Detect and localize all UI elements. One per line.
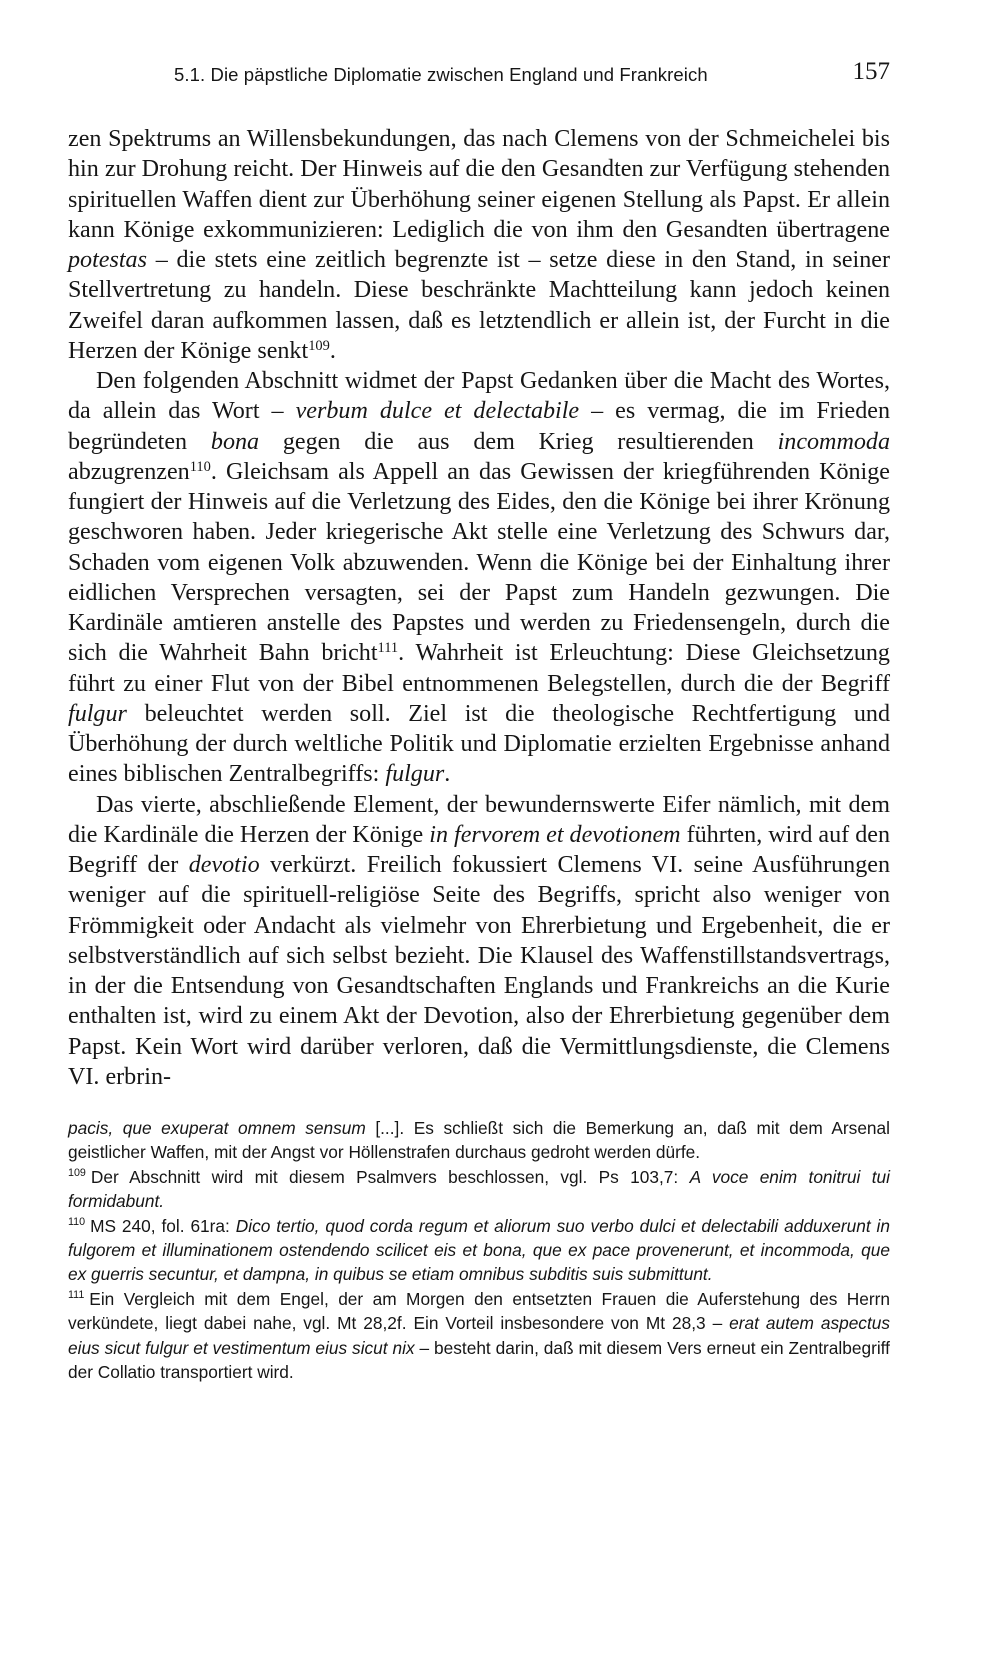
page-header <box>68 58 890 102</box>
footnote-number: 109 <box>68 1167 86 1180</box>
text-run: [...]. Es schließt sich die Bemerkung an, daß mit dem Arsenal geistlicher Waffen, mit der Angst vor Höllenstrafen durchaus gedroht werden dürfe. <box>68 1118 890 1163</box>
text-run: – besteht darin, daß mit diesem Vers erneut ein Zentralbegriff der Collatio transportiert wird. <box>68 1337 890 1383</box>
text-run: verkürzt. Freilich fokussiert Clemens VI. seine Ausführungen weniger auf die spirituell-religiöse Seite des Begriffs, spricht also weniger von Frömmigkeit oder Andacht als vielmehr von Ehrerbietung und Ergebenheit, die er selbstverständlich auf sich selbst bezieht. Die Klausel des Waffenstillstandsvertrags, in der die Entsendung von Gesandtschaften Englands und Frankreichs an die Kurie enthalten ist, wird zu einem Akt der Devotion, also der Ehrerbietung gegenüber dem Papst. Kein Wort wird darüber verloren, daß die Vermittlungsdienste, die Clemens VI. erbrin- <box>68 852 890 1090</box>
text-run: . Gleichsam als Appell an das Gewissen der kriegführenden Könige fungiert der Hinweis auf die Verletzung des Eides, den die Könige bei ihrer Krönung geschworen haben. Jeder kriegerische Akt stelle eine Verletzung des Schwurs dar, Schaden vom eigenen Volk abzuwenden. Wenn die Könige bei der Einhaltung ihrer eidlichen Versprechen versagten, sei der Papst zum Handeln gezwungen. Die Kardinäle amtieren anstelle des Papstes und werden zu Friedensengeln, durch die sich die Wahrheit Bahn bricht <box>68 458 890 667</box>
latin-term: devotio <box>188 852 260 878</box>
page-number: 157 <box>852 58 890 85</box>
footnote-110 <box>68 1214 890 1287</box>
text-run: Der Abschnitt wird mit diesem Psalmvers beschlossen, vgl. Ps 103,7: <box>90 1166 690 1187</box>
running-head: 5.1. Die päpstliche Diplomatie zwischen England und Frankreich <box>174 64 708 85</box>
body-text <box>68 124 890 1092</box>
text-run: beleuchtet werden soll. Ziel ist die theologische Rechtfertigung und Überhöhung der durch weltliche Politik und Diplomatie erzielten Ergebnisse anhand eines biblischen Zentralbegriffs: <box>68 700 890 788</box>
latin-term: fulgur <box>385 761 445 788</box>
latin-quote: A voce enim tonitrui tui formidabunt. <box>68 1166 890 1212</box>
footnote-number: 111 <box>68 1289 85 1302</box>
text-run: Ein Vergleich mit dem Engel, der am Morgen den entsetzten Frauen die Auferstehung des Herrn verkündete, liegt dabei nahe, vgl. Mt 28,2f. Ein Vorteil insbesondere von Mt 28,3 – <box>68 1288 890 1334</box>
footnote-109 <box>68 1165 890 1214</box>
text-run: abzugrenzen <box>68 458 190 485</box>
text-run: . Wahrheit ist Erleuchtung: Diese Gleichsetzung führt zu einer Flut von der Bibel entnommenen Belegstellen, durch die der Begriff <box>68 640 890 697</box>
footnote-continued <box>68 1116 890 1165</box>
latin-quote: pacis, que exuperat omnem sensum <box>68 1118 366 1138</box>
book-page <box>68 58 890 1384</box>
latin-term: potestas <box>68 247 147 273</box>
latin-term: bona <box>210 428 260 455</box>
text-run: Den folgenden Abschnitt widmet der Papst Gedanken über die Macht des Wortes, da allein das Wort – <box>68 368 890 425</box>
footnote-number: 110 <box>68 1216 86 1229</box>
text-run: – die stets eine zeitlich begrenzte ist – setze diese in den Stand, in seiner Stellvertretung zu handeln. Diese beschränkte Machtteilung kann jedoch keinen Zweifel daran aufkommen lassen, daß es letztendlich er allein ist, der Furcht in die Herzen der Könige senkt <box>68 247 890 364</box>
text-run: . <box>444 761 451 788</box>
latin-quote: erat autem aspectus eius sicut fulgur et vestimentum eius sicut nix <box>68 1313 891 1358</box>
latin-term: in fervorem et devotionem <box>429 821 681 848</box>
paragraph <box>68 366 890 790</box>
latin-term: fulgur <box>68 700 127 727</box>
footnote-ref[interactable]: 111 <box>377 640 399 657</box>
text-run: führten, wird auf den Begriff der <box>68 821 891 878</box>
text-run: gegen die aus dem Krieg resultierenden <box>259 428 778 455</box>
latin-term: incommoda <box>777 428 890 455</box>
latin-quote: Dico tertio, quod corda regum et aliorum suo verbo dulci et delectabili adduxerunt in fulgorem et illuminationem ostendendo scilicet eis et bona, que ex pace provenerunt, et incommoda, que ex guerris secuntur, et dampna, in quibus se etiam omnibus subditis suis submittunt. <box>68 1215 890 1285</box>
paragraph <box>68 124 890 366</box>
footnote-111 <box>68 1287 890 1385</box>
footnote-ref[interactable]: 110 <box>189 458 211 475</box>
text-run: zen Spektrums an Willensbekundungen, das nach Clemens von der Schmeichelei bis hin zur Drohung reicht. Der Hinweis auf die den Gesandten zur Verfügung stehenden spirituellen Waffen dient zur Überhöhung seiner eigenen Stellung als Papst. Er allein kann Könige exkommunizieren: Lediglich die von ihm den Gesandten übertragene <box>68 126 890 243</box>
latin-term: verbum dulce et delectabile <box>295 398 580 425</box>
text-run: MS 240, fol. 61ra: <box>90 1215 236 1236</box>
footnotes <box>68 1116 890 1384</box>
footnote-ref[interactable]: 109 <box>308 337 330 354</box>
text-run: – es vermag, die im Frieden begründeten <box>68 398 891 455</box>
paragraph <box>68 790 890 1093</box>
text-run: Das vierte, abschließende Element, der bewundernswerte Eifer nämlich, mit dem die Kardinäle die Herzen der Könige <box>68 791 890 848</box>
text-run: . <box>329 337 336 364</box>
